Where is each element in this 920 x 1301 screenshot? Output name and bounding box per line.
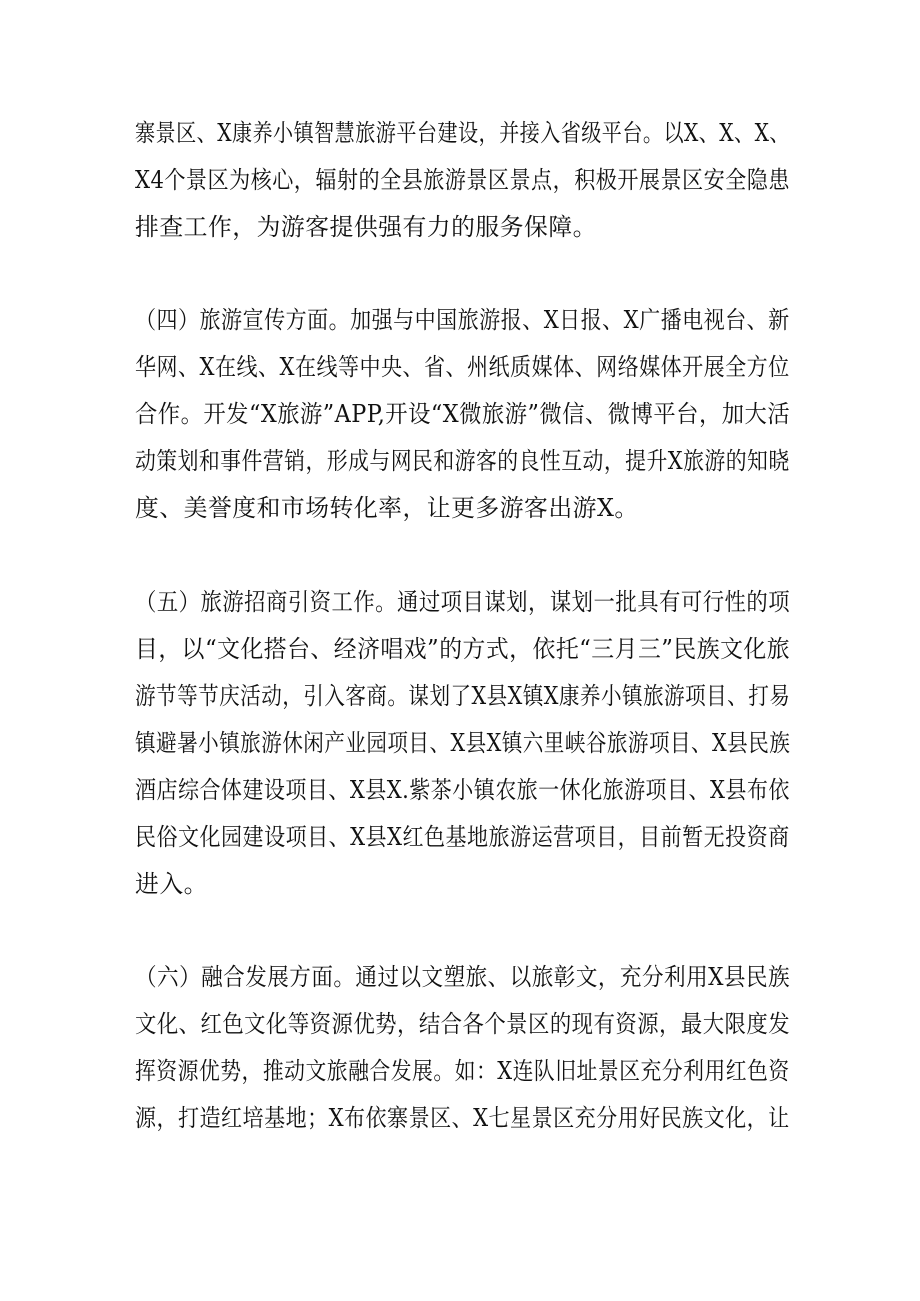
p3-line-7: 进入。 [135, 870, 208, 898]
p3-line-3: 游节等节庆活动，引入客商。谋划了X县X镇X康养小镇旅游项目、打易 [135, 682, 791, 710]
p3-line-4: 镇避暑小镇旅游休闲产业园项目、X县X镇六里峡谷旅游项目、X县民族 [135, 729, 791, 757]
p4-line-1: （六）融合发展方面。通过以文塑旅、以旅彰文，充分利用X县民族 [135, 963, 791, 991]
p3-line-1: （五）旅游招商引资工作。通过项目谋划，谋划一批具有可行性的项 [135, 588, 791, 616]
p1-line-1: 寨景区、X康养小镇智慧旅游平台建设，并接入省级平台。以X、X、X、 [135, 119, 790, 147]
p4-line-4: 源，打造红培基地；X布依寨景区、X七星景区充分用好民族文化，让 [135, 1104, 790, 1132]
p2-line-1: （四）旅游宣传方面。加强与中国旅游报、X日报、X广播电视台、新 [135, 306, 790, 334]
p2-line-3: 合作。开发“X旅游”APP,开设“X微旅游”微信、微博平台，加大活 [135, 400, 791, 428]
p3-line-2: 目，以“文化搭台、经济唱戏”的方式，依托“三月三”民族文化旅 [135, 635, 791, 663]
p2-line-2: 华网、X在线、X在线等中央、省、州纸质媒体、网络媒体开展全方位 [135, 353, 790, 381]
p2-line-4: 动策划和事件营销，形成与网民和游客的良性互动，提升X旅游的知晓 [135, 447, 790, 475]
p1-line-3: 排查工作，为游客提供强有力的服务保障。 [135, 213, 597, 241]
p3-line-5: 酒店综合体建设项目、X县X.紫茶小镇农旅一休化旅游项目、X县布依 [135, 776, 790, 804]
p1-line-2: X4个景区为核心，辐射的全县旅游景区景点，积极开展景区安全隐患 [135, 166, 790, 194]
p3-line-6: 民俗文化园建设项目、X县X红色基地旅游运营项目，目前暂无投资商 [135, 823, 790, 851]
p4-line-2: 文化、红色文化等资源优势，结合各个景区的现有资源，最大限度发 [135, 1010, 791, 1038]
p2-line-5: 度、美誉度和市场转化率，让更多游客出游X。 [135, 494, 639, 522]
p4-line-3: 挥资源优势，推动文旅融合发展。如：X连队旧址景区充分利用红色资 [135, 1057, 790, 1085]
